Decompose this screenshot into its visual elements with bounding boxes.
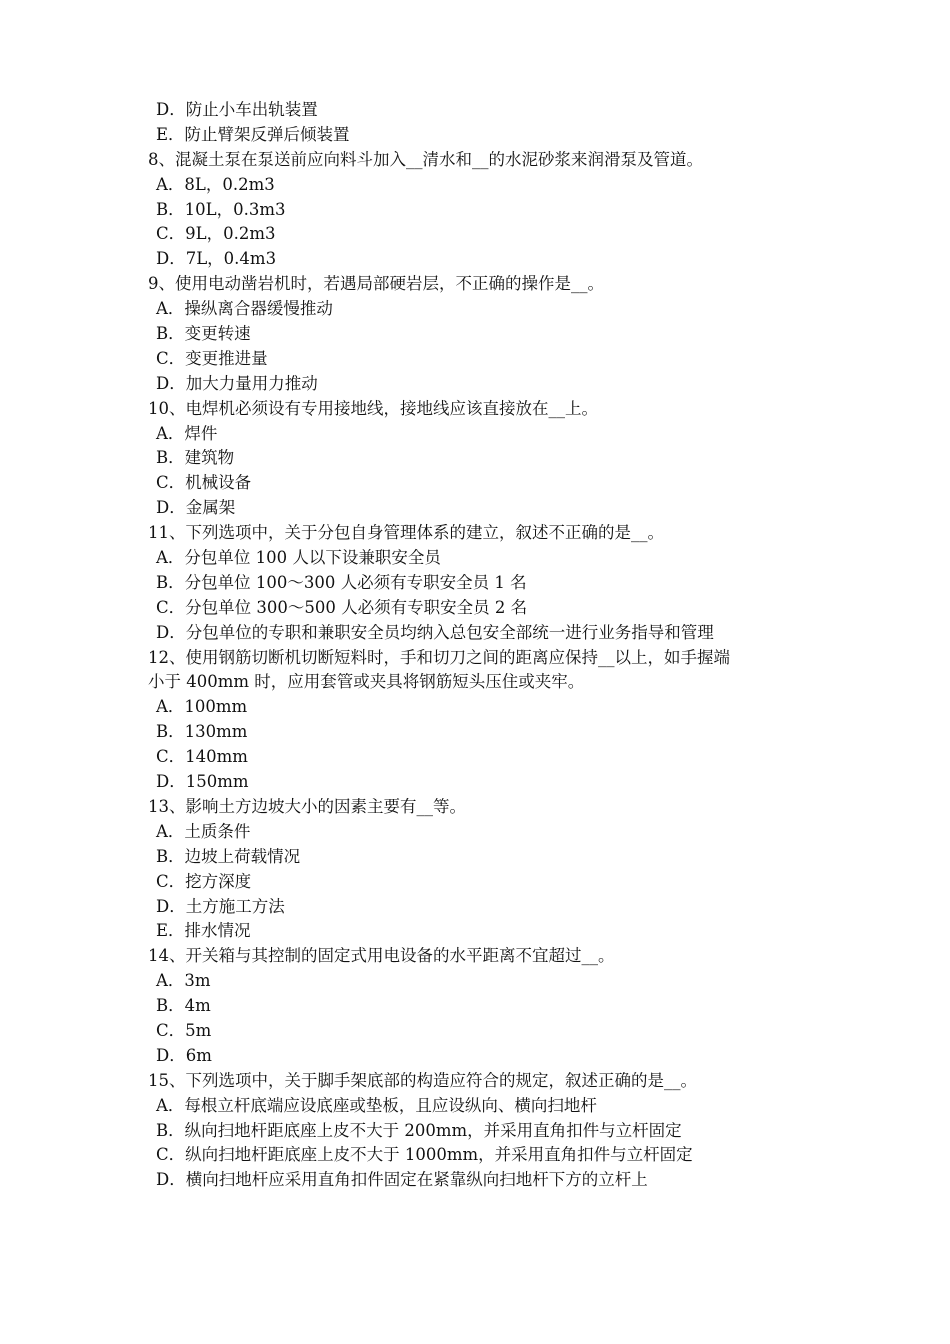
option-line: A．操纵离合器缓慢推动 bbox=[156, 299, 333, 319]
option-line: B．分包单位 100～300 人必须有专职安全员 1 名 bbox=[156, 572, 527, 592]
option-line: D．150mm bbox=[156, 772, 249, 792]
question-15: 15、下列选项中，关于脚手架底部的构造应符合的规定，叙述正确的是__。 bbox=[148, 1070, 697, 1090]
option-line: A．100mm bbox=[156, 697, 248, 717]
option-line: D．分包单位的专职和兼职安全员均纳入总包安全部统一进行业务指导和管理 bbox=[156, 622, 714, 642]
option-line: D．横向扫地杆应采用直角扣件固定在紧靠纵向扫地杆下方的立杆上 bbox=[156, 1170, 648, 1190]
option-line: A．分包单位 100 人以下设兼职安全员 bbox=[156, 548, 441, 568]
option-line: D．土方施工方法 bbox=[156, 896, 285, 916]
option-line: D．7L，0.4m3 bbox=[156, 249, 277, 269]
option-line: D．加大力量用力推动 bbox=[156, 373, 318, 393]
option-line: A．每根立杆底端应设底座或垫板，且应设纵向、横向扫地杆 bbox=[156, 1095, 597, 1115]
option-line: C．分包单位 300～500 人必须有专职安全员 2 名 bbox=[156, 597, 528, 617]
question-11: 11、下列选项中，关于分包自身管理体系的建立，叙述不正确的是__。 bbox=[148, 523, 664, 543]
option-line: A．3m bbox=[156, 971, 211, 991]
question-8: 8、混凝土泵在泵送前应向料斗加入__清水和__的水泥砂浆来润滑泵及管道。 bbox=[148, 149, 703, 169]
option-line: C．变更推进量 bbox=[156, 348, 268, 368]
option-line: A．土质条件 bbox=[156, 821, 251, 841]
question-12: 12、使用钢筋切断机切断短料时，手和切刀之间的距离应保持__以上，如手握端 bbox=[148, 647, 730, 667]
option-line: C．140mm bbox=[156, 747, 248, 767]
option-line: C．纵向扫地杆距底座上皮不大于 1000mm，并采用直角扣件与立杆固定 bbox=[156, 1145, 693, 1165]
option-line: A．焊件 bbox=[156, 423, 218, 443]
option-line: B．4m bbox=[156, 996, 211, 1016]
option-line: B．变更转速 bbox=[156, 324, 251, 344]
question-13: 13、影响土方边坡大小的因素主要有__等。 bbox=[148, 796, 466, 816]
option-line: E．排水情况 bbox=[156, 921, 251, 941]
option-line: D．防止小车出轨装置 bbox=[156, 100, 318, 119]
option-line: C．5m bbox=[156, 1020, 212, 1040]
option-line: E．防止臂架反弹后倾装置 bbox=[156, 124, 350, 144]
option-line: D．金属架 bbox=[156, 498, 236, 518]
option-line: B．10L，0.3m3 bbox=[156, 199, 286, 219]
option-line: C．机械设备 bbox=[156, 473, 252, 493]
question-12-continued: 小于 400mm 时，应用套管或夹具将钢筋短头压住或夹牢。 bbox=[148, 672, 585, 692]
question-9: 9、使用电动凿岩机时，若遇局部硬岩层，不正确的操作是__。 bbox=[148, 274, 604, 294]
question-14: 14、开关箱与其控制的固定式用电设备的水平距离不宜超过__。 bbox=[148, 946, 615, 966]
option-line: B．纵向扫地杆距底座上皮不大于 200mm，并采用直角扣件与立杆固定 bbox=[156, 1120, 682, 1140]
question-list bbox=[148, 98, 818, 1193]
option-line: C．9L，0.2m3 bbox=[156, 224, 276, 244]
option-line: B．建筑物 bbox=[156, 448, 235, 468]
question-10: 10、电焊机必须设有专用接地线，接地线应该直接放在__上。 bbox=[148, 398, 598, 418]
option-line: A．8L，0.2m3 bbox=[156, 174, 275, 194]
option-line: B．130mm bbox=[156, 722, 248, 742]
option-line: B．边坡上荷载情况 bbox=[156, 846, 301, 866]
option-line: D．6m bbox=[156, 1045, 212, 1065]
option-line: C．挖方深度 bbox=[156, 871, 252, 891]
